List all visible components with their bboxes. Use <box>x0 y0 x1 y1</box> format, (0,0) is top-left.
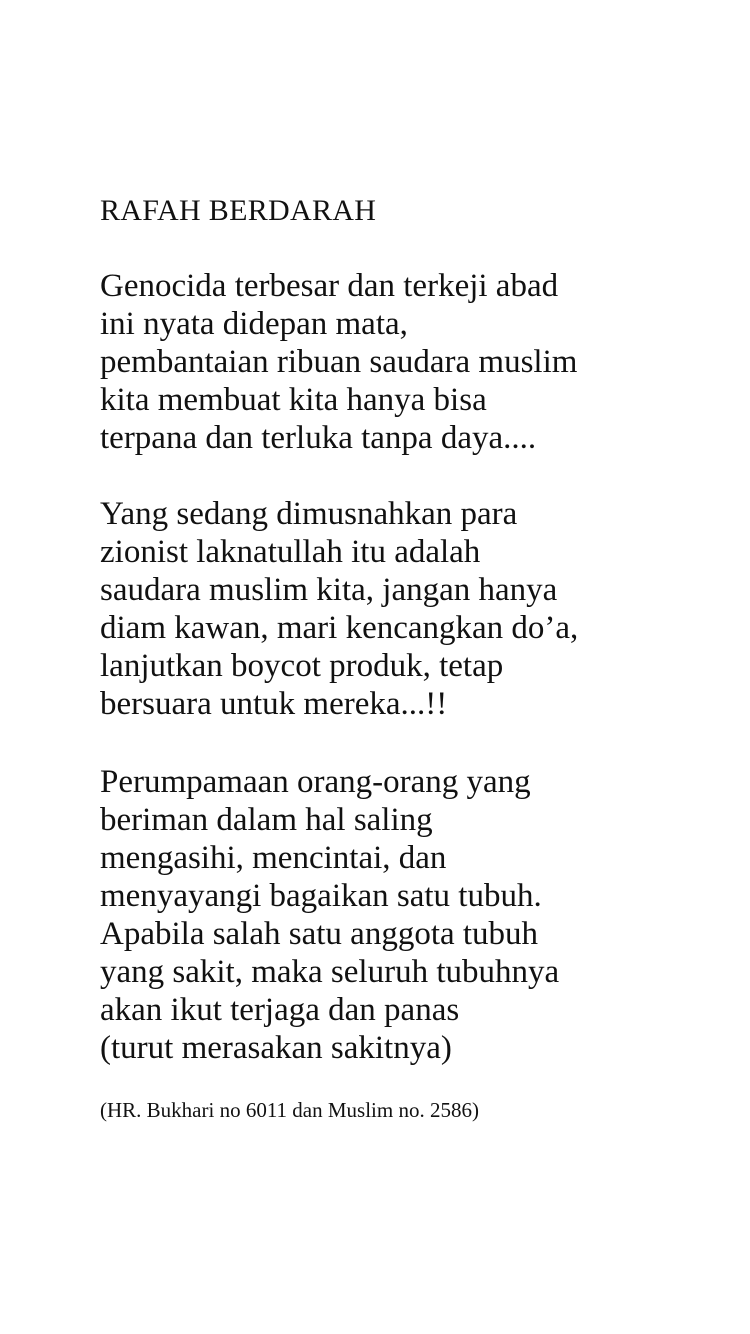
stanza-line: mengasihi, mencintai, dan <box>100 840 447 876</box>
stanza-1 <box>100 267 577 457</box>
stanza-3 <box>100 763 559 1067</box>
stanza-line: yang sakit, maka seluruh tubuhnya <box>100 954 560 990</box>
stanza-line: kita membuat kita hanya bisa <box>100 382 487 418</box>
stanza-line: pembantaian ribuan saudara muslim <box>100 344 578 380</box>
stanza-line: beriman dalam hal saling <box>100 802 433 838</box>
stanza-line: bersuara untuk mereka...!! <box>100 686 448 722</box>
stanza-line: saudara muslim kita, jangan hanya <box>100 572 558 608</box>
stanza-line: Perumpamaan orang-orang yang <box>100 764 531 800</box>
stanza-line: (turut merasakan sakitnya) <box>100 1030 452 1066</box>
stanza-line: Genocida terbesar dan terkeji abad <box>100 268 559 304</box>
stanza-2 <box>100 495 578 723</box>
stanza-line: lanjutkan boycot produk, tetap <box>100 648 504 684</box>
stanza-line: terpana dan terluka tanpa daya.... <box>100 420 537 456</box>
poem-title: RAFAH BERDARAH <box>100 194 377 227</box>
stanza-line: menyayangi bagaikan satu tubuh. <box>100 878 542 914</box>
stanza-line: ini nyata didepan mata, <box>100 306 408 342</box>
stanza-line: Apabila salah satu anggota tubuh <box>100 916 539 952</box>
hadith-citation: (HR. Bukhari no 6011 dan Muslim no. 2586) <box>100 1098 479 1122</box>
stanza-line: Yang sedang dimusnahkan para <box>100 496 518 532</box>
stanza-line: diam kawan, mari kencangkan do’a, <box>100 610 579 646</box>
stanza-line: akan ikut terjaga dan panas <box>100 992 460 1028</box>
stanza-line: zionist laknatullah itu adalah <box>100 534 481 570</box>
